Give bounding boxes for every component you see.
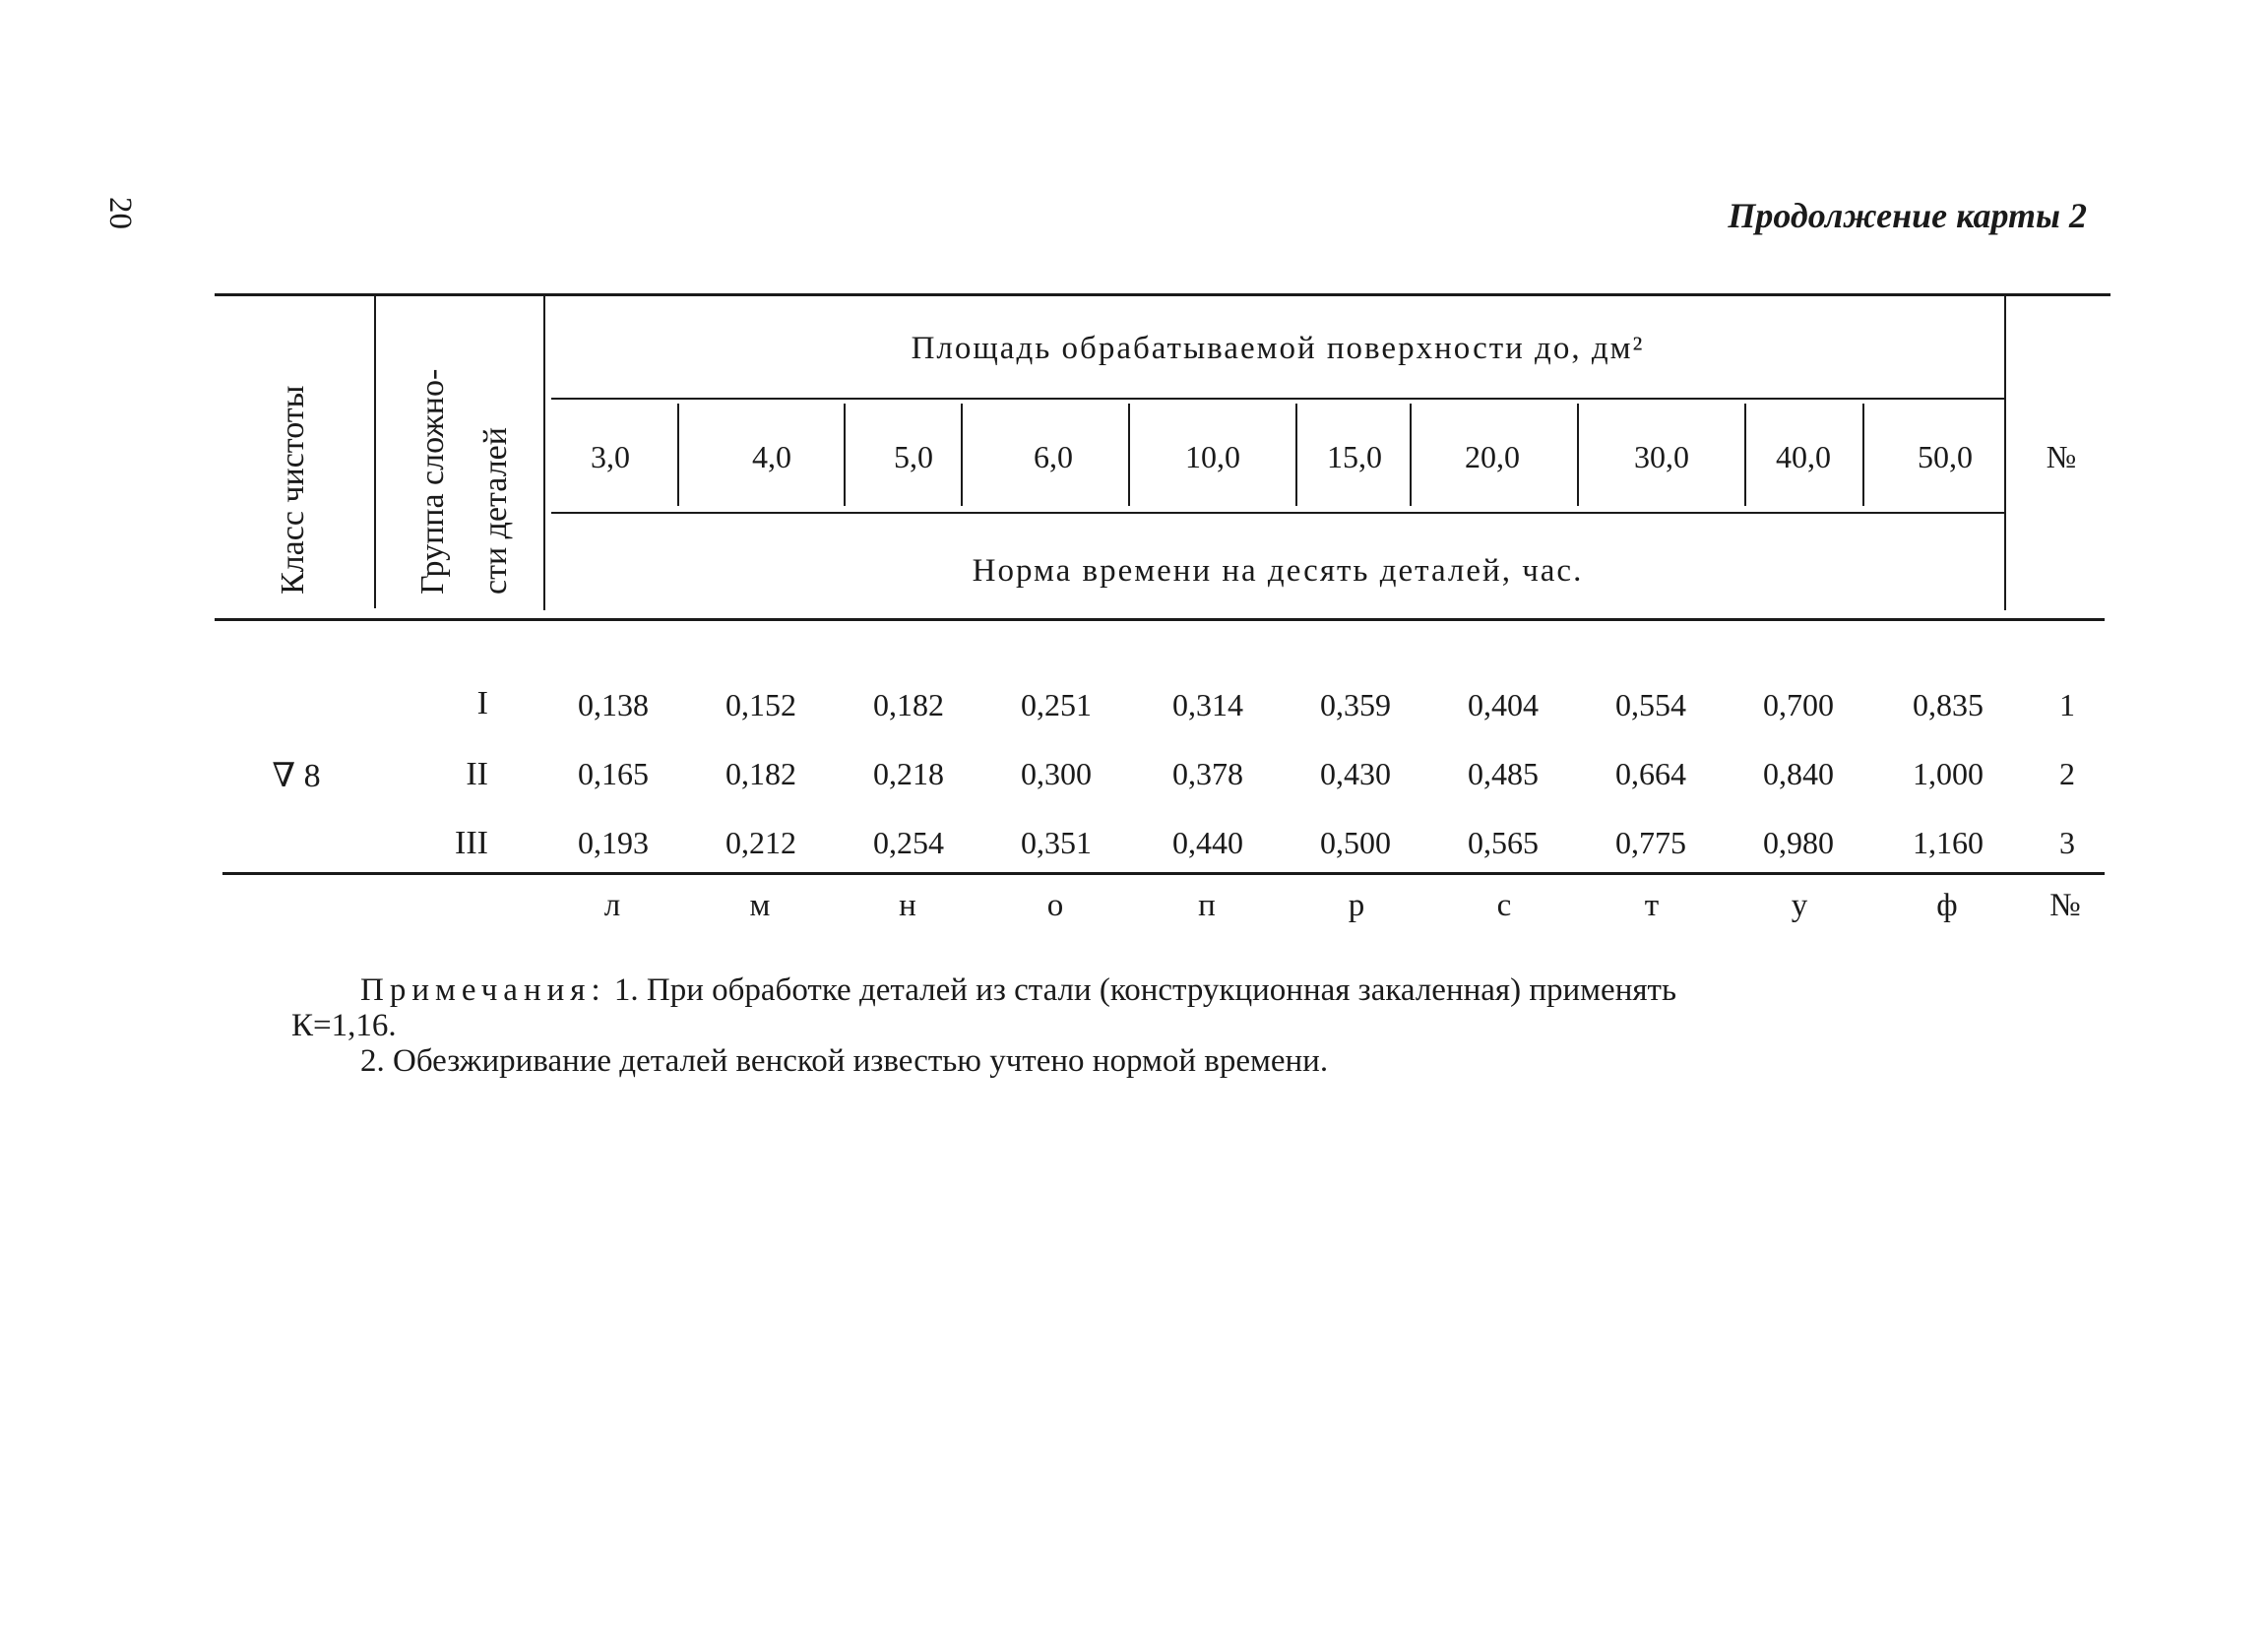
table-cell: 0,664: [1615, 756, 1686, 791]
notes-title: Примечания:: [360, 972, 606, 1008]
column-letter: т: [1644, 888, 1660, 923]
column-letter: м: [749, 888, 771, 923]
area-value: 4,0: [752, 439, 791, 474]
area-divider: [1128, 404, 1130, 506]
table-cell: 0,775: [1615, 825, 1686, 860]
table-cell: 0,182: [873, 687, 944, 722]
column-letter: п: [1198, 888, 1216, 923]
column-letter: у: [1791, 888, 1808, 923]
note-1-text: 1. При обработке деталей из стали (конструкционная закаленная) применять: [613, 972, 1676, 1008]
table-top-rule: [215, 293, 2110, 296]
header-divider-group: [543, 295, 545, 610]
table-cell: 0,218: [873, 756, 944, 791]
row-number: 1: [2059, 687, 2075, 722]
header-divider-number: [2004, 295, 2006, 610]
table-cell: 0,314: [1172, 687, 1243, 722]
table-cell: 0,565: [1468, 825, 1539, 860]
group-label: I: [476, 685, 488, 721]
area-value: 40,0: [1776, 439, 1831, 474]
table-cell: 0,152: [725, 687, 796, 722]
column-letter: н: [899, 888, 916, 923]
column-letter: р: [1348, 888, 1365, 923]
table-cell: 0,300: [1021, 756, 1092, 791]
table-cell: 0,254: [873, 825, 944, 860]
table-cell: 0,359: [1320, 687, 1391, 722]
area-divider: [1862, 404, 1864, 506]
table-cell: 0,500: [1320, 825, 1391, 860]
area-value: 30,0: [1634, 439, 1689, 474]
table-cell: 0,980: [1763, 825, 1834, 860]
area-value: 5,0: [894, 439, 933, 474]
column-letter: с: [1496, 888, 1512, 923]
table-cell: 0,700: [1763, 687, 1834, 722]
table-cell: 0,404: [1468, 687, 1539, 722]
table-cell: 0,182: [725, 756, 796, 791]
note-2: 2. Обезжиривание деталей венской известью учтено нормой времени.: [360, 1043, 1329, 1079]
area-value: 20,0: [1465, 439, 1520, 474]
page-number: 20: [102, 197, 138, 229]
column-letter: л: [603, 888, 621, 923]
column-header-group-line1: Группа сложно-: [414, 368, 451, 595]
norm-header: Норма времени на десять деталей, час.: [972, 553, 1584, 589]
area-value: 15,0: [1327, 439, 1382, 474]
class-value: ∇ 8: [272, 758, 321, 794]
number-header: №: [2046, 439, 2077, 474]
table-cell: 0,430: [1320, 756, 1391, 791]
letter-row-number: №: [2049, 888, 2081, 923]
area-header: Площадь обрабатываемой поверхности до, дм²: [911, 331, 1645, 366]
table-cell: 0,835: [1913, 687, 1984, 722]
table-cell: 0,351: [1021, 825, 1092, 860]
row-number: 3: [2059, 825, 2075, 860]
group-label: II: [466, 756, 488, 792]
header-divider-class: [374, 295, 376, 608]
table-cell: 0,840: [1763, 756, 1834, 791]
table-cell: 0,554: [1615, 687, 1686, 722]
table-cell: 0,485: [1468, 756, 1539, 791]
column-letter: ф: [1936, 888, 1958, 923]
table-cell: 1,000: [1913, 756, 1984, 791]
area-divider: [677, 404, 679, 506]
area-divider: [844, 404, 846, 506]
table-cell: 0,193: [578, 825, 649, 860]
table-cell: 1,160: [1913, 825, 1984, 860]
header-bottom-rule: [215, 618, 2105, 621]
table-cell: 0,251: [1021, 687, 1092, 722]
row-number: 2: [2059, 756, 2075, 791]
column-header-group-line2: сти деталей: [477, 427, 514, 595]
table-bottom-rule: [222, 872, 2105, 875]
area-value: 10,0: [1185, 439, 1240, 474]
group-label: III: [455, 825, 488, 861]
table-cell: 0,378: [1172, 756, 1243, 791]
table-cell: 0,138: [578, 687, 649, 722]
table-cell: 0,165: [578, 756, 649, 791]
note-1-continuation: К=1,16.: [291, 1008, 397, 1043]
table-cell: 0,212: [725, 825, 796, 860]
page-title: Продолжение карты 2: [1728, 196, 2087, 235]
column-letter: о: [1046, 888, 1064, 923]
area-value: 3,0: [591, 439, 630, 474]
area-value: 50,0: [1918, 439, 1973, 474]
norm-header-rule: [551, 512, 2004, 514]
area-divider: [1577, 404, 1579, 506]
table-cell: 0,440: [1172, 825, 1243, 860]
column-header-class: Класс чистоты: [275, 385, 311, 595]
area-value: 6,0: [1034, 439, 1073, 474]
note-1-line: [360, 972, 1676, 1009]
area-header-rule: [551, 398, 2004, 400]
